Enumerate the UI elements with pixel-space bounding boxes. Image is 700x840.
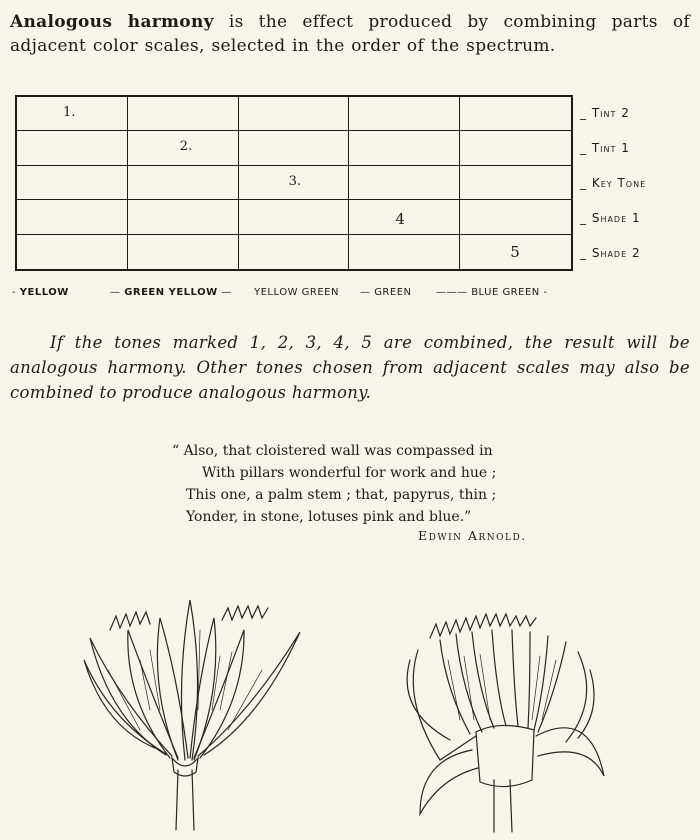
- grid-cell: [460, 131, 571, 165]
- row-label-tint-1: _ Tint 1: [580, 140, 630, 155]
- tone-mark-4: 4: [395, 210, 405, 229]
- poem-line: This one, a palm stem ; that, papyrus, thin ;: [186, 487, 497, 503]
- tone-mark-2: 2.: [179, 139, 193, 155]
- grid-cell: [128, 200, 239, 234]
- row-label-key-tone: _ Key Tone: [580, 175, 647, 190]
- grid-cell: [239, 131, 350, 165]
- grid-cell: [460, 235, 571, 269]
- poem-author: Edwin Arnold.: [418, 528, 527, 543]
- poem-line: “ Also, that cloistered wall was compassed in: [172, 443, 493, 459]
- grid-cell: [239, 200, 350, 234]
- grid-cell: [349, 235, 460, 269]
- grid-cell: [17, 97, 128, 131]
- poem-line: Yonder, in stone, lotuses pink and blue.”: [186, 509, 472, 525]
- column-label-yellow-green: YELLOW GREEN: [254, 287, 339, 298]
- grid-cell: [128, 97, 239, 131]
- row-labels: [580, 95, 700, 271]
- tone-mark-5: 5: [510, 242, 520, 261]
- row-label-shade-1: _ Shade 1: [580, 211, 641, 226]
- poem-quote: [172, 440, 552, 528]
- grid-cell: [128, 235, 239, 269]
- flower-illustrations: [0, 560, 700, 840]
- grid-cell: [460, 200, 571, 234]
- row-label-tint-2: _ Tint 2: [580, 105, 630, 120]
- intro-lead: Analogous harmony: [10, 12, 214, 32]
- grid-cell: [239, 166, 350, 200]
- grid-cell: [349, 166, 460, 200]
- tone-mark-3: 3.: [288, 173, 301, 189]
- grid-cell: [460, 166, 571, 200]
- grid-cell: [349, 97, 460, 131]
- grid-cell: [128, 131, 239, 165]
- column-label-green-yellow: — GREEN YELLOW —: [110, 287, 232, 298]
- flower-sketch-right: [407, 614, 604, 832]
- column-label-blue-green: ——— BLUE GREEN -: [436, 287, 548, 298]
- grid-cell: [17, 200, 128, 234]
- grid-cell: [239, 97, 350, 131]
- intro-text: is the effect produced by combining parts of adjacent color scales, selected in the order of the spectrum.: [10, 12, 690, 56]
- column-label-yellow: - YELLOW: [12, 287, 69, 298]
- intro-paragraph: [10, 10, 690, 58]
- tone-mark-1: 1.: [63, 105, 76, 120]
- row-label-shade-2: _ Shade 2: [580, 246, 641, 261]
- grid-cell: [349, 200, 460, 234]
- color-scale-grid: [15, 95, 573, 271]
- grid-cell: [460, 97, 571, 131]
- poem-line: With pillars wonderful for work and hue ;: [202, 465, 497, 481]
- grid-cell: [17, 166, 128, 200]
- flower-sketch-left: [84, 600, 300, 830]
- explanation-paragraph: If the tones marked 1, 2, 3, 4, 5 are combined, the result will be analogous harmony. Other tones chosen from adjacent scales may also be combined to produce analogous harmony.: [10, 333, 690, 402]
- column-label-green: — GREEN: [360, 287, 412, 298]
- grid-cell: [17, 235, 128, 269]
- grid-cell: [128, 166, 239, 200]
- grid-cell: [239, 235, 350, 269]
- grid-cell: [17, 131, 128, 165]
- grid-cell: [349, 131, 460, 165]
- column-labels: [12, 287, 582, 303]
